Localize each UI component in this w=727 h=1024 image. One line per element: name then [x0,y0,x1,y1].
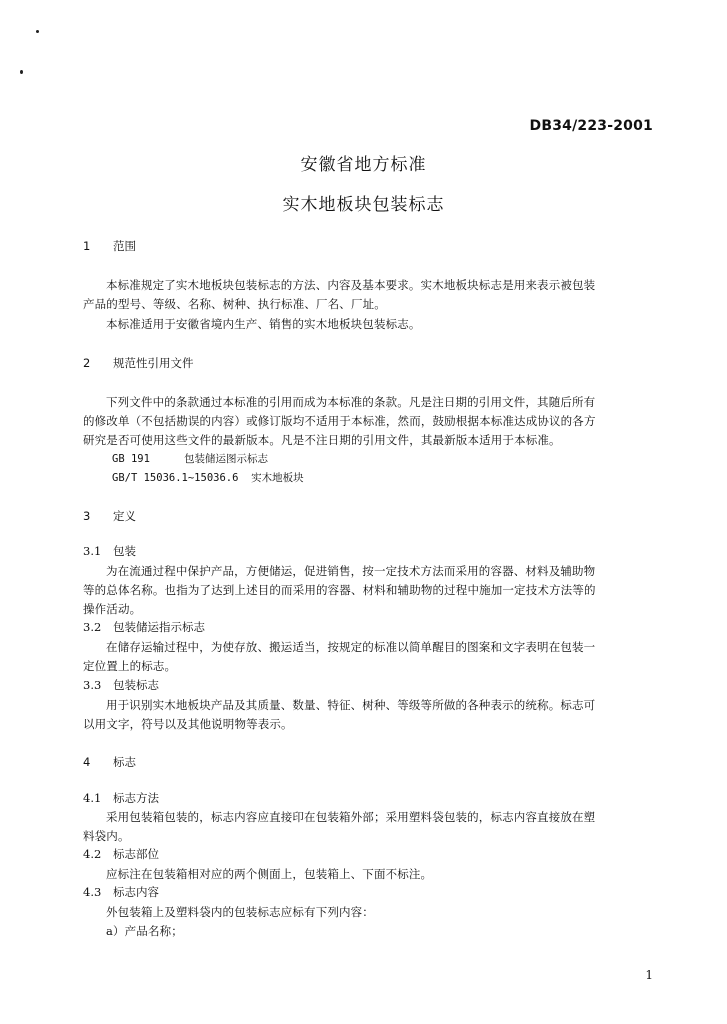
subsection-number: 3.3 [83,678,102,692]
subsection-heading [83,790,159,806]
section-number: 4 [83,755,91,769]
paragraph-line: 外包装箱上及塑料袋内的包装标志应标有下列内容： [106,905,374,919]
subsection-number: 3.1 [83,544,102,558]
subsection-heading [83,619,205,635]
paragraph-line: 操作活动。 [83,602,142,616]
paragraph-line: 等的总体名称。也指为了达到上述目的而采用的容器、材料和辅助物的过程中施加一定技术方法等的 [83,583,596,597]
paragraph-line: 采用包装箱包装的，标志内容应直接印在包装箱外部；采用塑料袋包装的，标志内容直接放在塑 [106,810,596,824]
section-heading [83,508,136,524]
subsection-number: 4.2 [83,847,102,861]
subsection-number: 4.1 [83,791,102,805]
subsection-number: 4.3 [83,885,102,899]
section-title: 标志 [113,755,136,769]
paragraph-line: 料袋内。 [83,829,130,843]
subsection-heading [83,846,159,862]
document-title-line1: 安徽省地方标准 [300,155,427,175]
normative-reference [112,470,304,486]
reference-name: 实木地板块 [251,472,304,484]
subsection-title: 标志内容 [113,885,159,899]
paragraph-line: 定位置上的标志。 [83,659,177,673]
subsection-title: 标志部位 [113,847,159,861]
list-item: a）产品名称； [106,924,183,938]
subsection-title: 包装储运指示标志 [113,620,205,634]
section-title: 范围 [113,239,136,253]
scan-speck [20,70,23,74]
section-heading [83,238,136,254]
subsection-number: 3.2 [83,620,102,634]
section-number: 1 [83,239,91,253]
paragraph-line: 在储存运输过程中，为使存放、搬运适当，按规定的标准以简单醒目的图案和文字表明在包装一 [106,640,596,654]
paragraph-line: 本标准适用于安徽省境内生产、销售的实木地板块包装标志。 [106,317,421,331]
paragraph-line: 应标注在包装箱相对应的两个侧面上，包装箱上、下面不标注。 [106,867,433,881]
subsection-title: 包装标志 [113,678,159,692]
paragraph-line: 研究是否可使用这些文件的最新版本。凡是不注日期的引用文件，其最新版本适用于本标准。 [83,433,561,447]
section-title: 定义 [113,509,136,523]
section-number: 3 [83,509,91,523]
paragraph-line: 以用文字，符号以及其他说明物等表示。 [83,717,293,731]
scan-speck [36,30,39,33]
paragraph-line: 产品的型号、等级、名称、树种、执行标准、厂名、厂址。 [83,297,386,311]
paragraph-line: 的修改单（不包括勘误的内容）或修订版均不适用于本标准，然而，鼓励根据本标准达成协议的各方 [83,414,596,428]
section-title: 规范性引用文件 [113,356,194,370]
subsection-title: 标志方法 [113,791,159,805]
subsection-heading [83,677,159,693]
normative-reference [112,451,268,467]
section-heading [83,754,136,770]
page-number: 1 [645,968,653,982]
subsection-heading [83,884,159,900]
standard-number: DB34/223-2001 [529,118,653,134]
reference-code: GB/T 15036.1~15036.6 [112,472,239,484]
section-heading [83,355,194,371]
reference-code: GB 191 [112,453,150,465]
paragraph-line: 本标准规定了实木地板块包装标志的方法、内容及基本要求。实木地板块标志是用来表示被包装 [106,278,596,292]
paragraph-line: 用于识别实木地板块产品及其质量、数量、特征、树种、等级等所做的各种表示的统称。标志可 [106,698,596,712]
section-number: 2 [83,356,91,370]
paragraph-line: 下列文件中的条款通过本标准的引用而成为本标准的条款。凡是注日期的引用文件，其随后所有 [106,395,596,409]
document-title-line2: 实木地板块包装标志 [282,195,445,215]
reference-name: 包装储运图示标志 [184,453,268,465]
subsection-heading [83,543,136,559]
paragraph-line: 为在流通过程中保护产品，方便储运，促进销售，按一定技术方法而采用的容器、材料及辅助物 [106,564,596,578]
subsection-title: 包装 [113,544,136,558]
